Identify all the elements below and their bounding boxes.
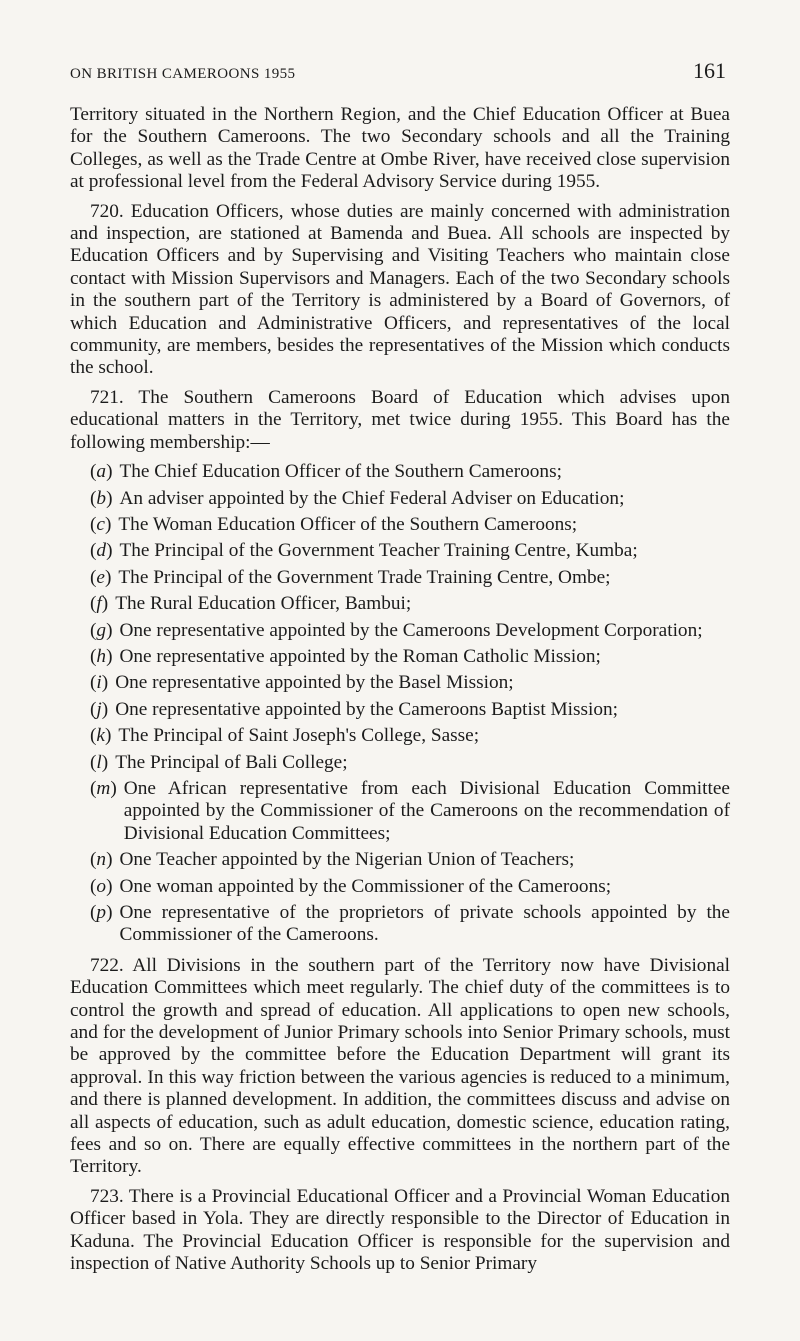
- membership-item: [70, 778, 730, 845]
- paragraph-continued: Territory situated in the Northern Region, and the Chief Education Officer at Buea for the Southern Cameroons. The two Secondary schools and all the Training Colleges, as well as the Trade Centre at Ombe River, have received close supervision at professional level from the Federal Advisory Service during 1955.: [70, 104, 730, 193]
- membership-item-label: (b): [90, 487, 113, 509]
- membership-item-label: (e): [90, 566, 112, 588]
- membership-item-label: (o): [90, 875, 113, 897]
- membership-item-letter: m: [96, 777, 111, 799]
- membership-item: [70, 567, 730, 589]
- membership-item-letter: g: [96, 619, 107, 641]
- membership-item: [70, 593, 730, 615]
- membership-item-text: The Principal of the Government Teacher Training Centre, Kumba;: [119, 540, 638, 562]
- membership-item-label: (f): [90, 593, 109, 615]
- paragraph-722: 722. All Divisions in the southern part of the Territory now have Divisional Education Committees which meet regularly. The chief duty of the committees is to control the growth and spread of education. All applications to open new schools, and for the development of Junior Primary schools into Senior Primary schools, must be approved by the committee before the Education Department will grant its approval. In this way friction between the various agencies is reduced to a minimum, and there is planned development. In addition, the committees discuss and advise on all aspects of education, such as adult education, domestic science, education rating, fees and so on. There are equally effective committees in the northern part of the Territory.: [70, 954, 730, 1178]
- membership-item: [70, 620, 730, 642]
- membership-item-label: (k): [90, 725, 112, 747]
- membership-item-text: One representative appointed by the Roman Catholic Mission;: [119, 645, 601, 667]
- membership-item-letter: l: [96, 751, 102, 773]
- membership-item-letter: n: [96, 849, 107, 871]
- membership-item-letter: b: [96, 487, 107, 509]
- membership-list: [70, 461, 730, 947]
- membership-item-letter: e: [96, 566, 105, 588]
- membership-item-text: One representative of the proprietors of private schools appointed by the Commissioner of the Cameroons.: [119, 902, 730, 946]
- membership-item-letter: c: [96, 513, 105, 535]
- membership-item-text: One representative appointed by the Basel Mission;: [115, 672, 514, 694]
- membership-item: [70, 461, 730, 483]
- paragraph-721: 721. The Southern Cameroons Board of Education which advises upon educational matters in the Territory, met twice during 1955. This Board has the following membership:—: [70, 386, 730, 453]
- membership-item: [70, 849, 730, 871]
- membership-item-text: The Principal of Saint Joseph's College, Sasse;: [118, 725, 480, 747]
- membership-item-label: (h): [90, 645, 113, 667]
- membership-item-text: The Rural Education Officer, Bambui;: [115, 593, 412, 615]
- membership-item-text: The Woman Education Officer of the Southern Cameroons;: [118, 513, 578, 535]
- membership-item-letter: p: [96, 902, 107, 923]
- membership-item: [70, 752, 730, 774]
- membership-item-label: (j): [90, 698, 109, 720]
- membership-item-letter: h: [96, 645, 107, 667]
- membership-item-text: One representative appointed by the Cameroons Baptist Mission;: [115, 698, 619, 720]
- membership-item: [70, 876, 730, 898]
- membership-item: [70, 699, 730, 721]
- membership-item-label: (m): [90, 777, 117, 799]
- membership-item-label: (n): [90, 849, 113, 871]
- document-page: [70, 58, 730, 1283]
- paragraph-720: 720. Education Officers, whose duties are mainly concerned with administration and inspection, are stationed at Bamenda and Buea. All schools are inspected by Education Officers and by Supervising and Visiting Teachers who maintain close contact with Mission Supervisors and Managers. Each of the two Secondary schools in the southern part of the Territory is administered by a Board of Governors, of which Education and Administrative Officers, and representatives of the local community, are members, besides the representatives of the Mission which conducts the school.: [70, 200, 730, 379]
- membership-item: [70, 902, 730, 947]
- membership-item-letter: k: [96, 725, 105, 747]
- page-header: [70, 58, 730, 90]
- membership-item-text: One Teacher appointed by the Nigerian Union of Teachers;: [119, 849, 575, 871]
- membership-item-letter: o: [96, 875, 107, 897]
- membership-item-text: One African representative from each Divisional Education Committee appointed by the Commissioner of the Cameroons on the recommendation of Divisional Education Committees;: [123, 777, 730, 844]
- running-head: ON BRITISH CAMEROONS 1955: [70, 66, 296, 82]
- membership-item-label: (a): [90, 461, 113, 483]
- membership-item-letter: a: [96, 461, 107, 483]
- membership-item-letter: j: [96, 698, 102, 720]
- membership-item-letter: i: [96, 672, 102, 694]
- membership-item-letter: d: [96, 540, 107, 562]
- membership-item: [70, 725, 730, 747]
- membership-item-label: (c): [90, 513, 112, 535]
- membership-item-label: (d): [90, 540, 113, 562]
- membership-item: [70, 646, 730, 668]
- membership-item: [70, 514, 730, 536]
- paragraph-723: 723. There is a Provincial Educational Officer and a Provincial Woman Education Officer based in Yola. They are directly responsible to the Director of Education in Kaduna. The Provincial Education Officer is responsible for the supervision and inspection of Native Authority Schools up to Senior Primary: [70, 1185, 730, 1275]
- membership-item-text: The Principal of Bali College;: [115, 751, 348, 773]
- membership-item-label: (l): [90, 751, 109, 773]
- membership-item-text: The Chief Education Officer of the Southern Cameroons;: [119, 461, 562, 483]
- page-number: 161: [693, 58, 726, 83]
- membership-item-text: One representative appointed by the Cameroons Development Corporation;: [119, 619, 703, 641]
- body-text: [70, 104, 730, 1276]
- membership-item-text: The Principal of the Government Trade Training Centre, Ombe;: [118, 566, 611, 588]
- membership-item-label: (g): [90, 619, 113, 641]
- membership-item-label: (i): [90, 672, 109, 694]
- membership-item-label: (p): [90, 902, 113, 923]
- membership-item: [70, 488, 730, 510]
- membership-item-text: An adviser appointed by the Chief Federal Adviser on Education;: [119, 487, 625, 509]
- membership-item: [70, 672, 730, 694]
- membership-item: [70, 540, 730, 562]
- membership-item-text: One woman appointed by the Commissioner of the Cameroons;: [119, 875, 612, 897]
- membership-item-letter: f: [96, 593, 102, 615]
